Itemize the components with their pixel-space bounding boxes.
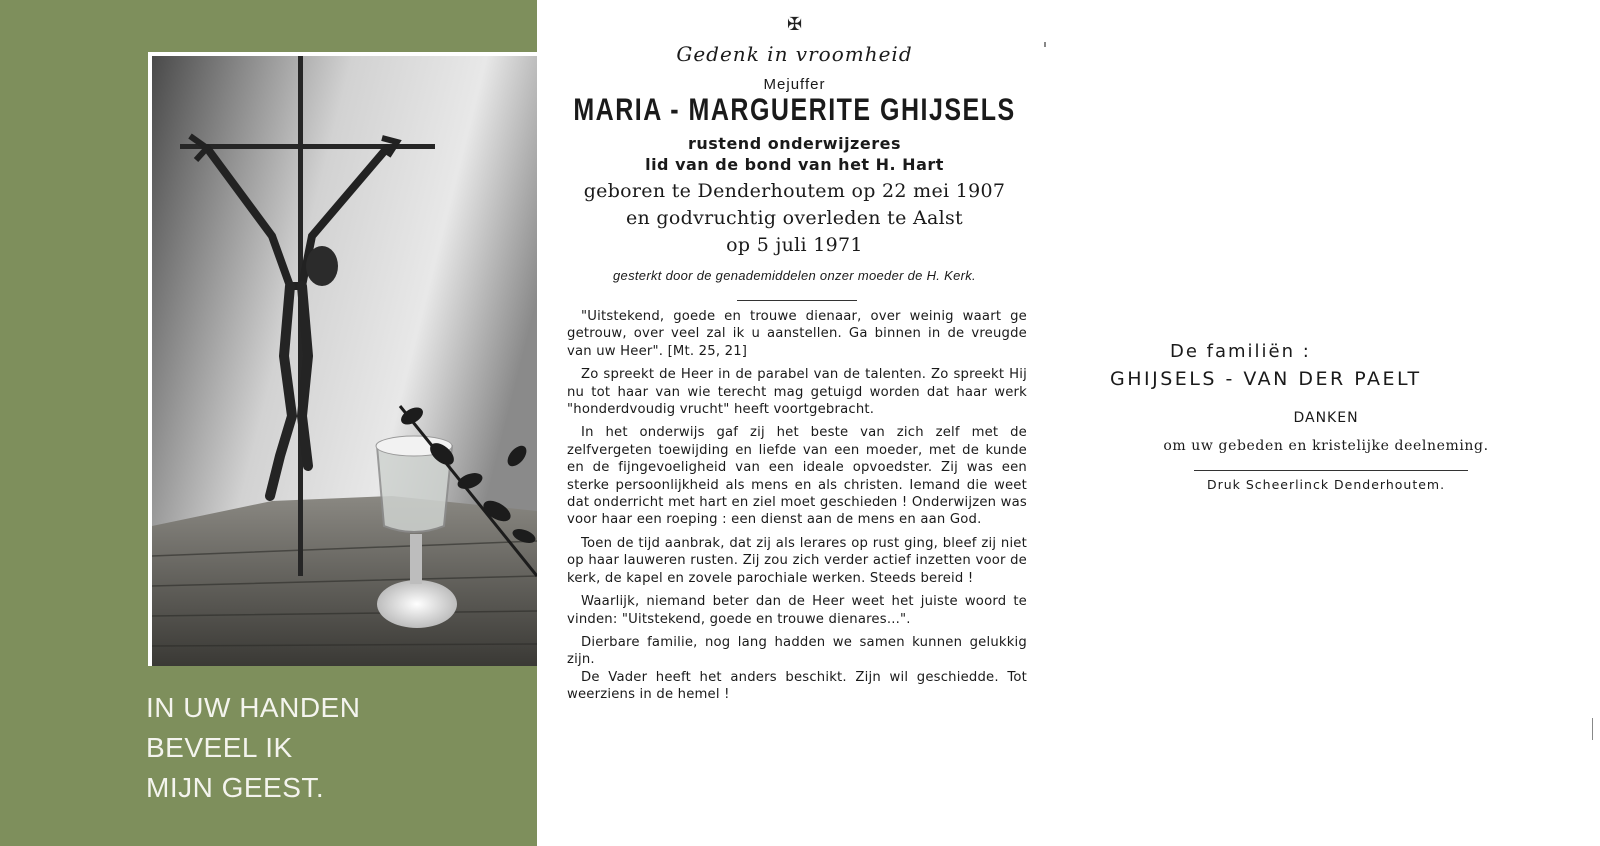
motto-line-3: MIJN GEEST. (146, 772, 325, 803)
paragraph-2: Zo spreekt de Heer in de parabel van de talenten. Zo spreekt Hij nu tot haar van wie terecht mag getuigd worden dat haar werk "honderdvoudig vrucht" heeft voortgebracht. (567, 367, 1027, 418)
cross-icon: ✠ (786, 14, 803, 35)
printer-credit: Druk Scheerlinck Denderhoutem. (1206, 477, 1446, 492)
death-line-1: en godvruchtig overleden te Aalst (626, 207, 963, 229)
honorific: Mejuffer (763, 76, 826, 93)
motto-line-1: IN UW HANDEN (146, 692, 361, 723)
cover-motto (146, 688, 360, 808)
paragraph-7: De Vader heeft het anders beschikt. Zijn wil geschiedde. Tot weerziens in de hemel ! (567, 669, 1027, 703)
deceased-name: MARIA - MARGUERITE GHIJSELS (573, 92, 1016, 128)
sacraments-line: gesterkt door de genademiddelen onzer moeder de H. Kerk. (613, 268, 976, 283)
paragraph-1: "Uitstekend, goede en trouwe dienaar, over weinig waart ge getrouw, over veel zal ik u aanstellen. Ga binnen in de vreugde van uw Heer". [Mt. 25, 21] (567, 309, 1027, 359)
prayers-line: om uw gebeden en kristelijke deelneming. (1163, 438, 1489, 454)
thanks-word: DANKEN (1293, 410, 1359, 426)
paragraph-5: Waarlijk, niemand beter dan de Heer weet het juiste woord te vinden: "Uitstekend, goede en trouwe dienares...". (567, 594, 1027, 627)
occupation: rustend onderwijzeres (688, 134, 901, 153)
thanks-panel (1052, 0, 1600, 846)
cover-panel (0, 0, 537, 846)
paragraph-4: Toen de tijd aanbrak, dat zij als lerares op rust ging, bleef zij niet op haar lauweren rusten. Zij zou zich verder actief inzetten voor de kerk, de kapel en zovele parochiale werken. Steeds bereid ! (567, 535, 1027, 586)
motto-line-2: BEVEEL IK (146, 732, 293, 763)
memorial-body (567, 308, 1027, 710)
death-line-2: op 5 juli 1971 (726, 234, 863, 256)
paragraph-3: In het onderwijs gaf zij het beste van zich zelf met de zelfvergeten toewijding en liefde van een moeder, met de kunde en de fijngevoeligheid van een ideale opvoedster. Zij was een sterke persoonlijkheid als mens en als christen. Iemand die weet dat onderricht met hart en ziel moet geschieden ! Onderwijzen was voor haar een roeping : een dienst aan de mens en aan God. (567, 425, 1027, 528)
divider (737, 300, 857, 301)
birth-line: geboren te Denderhoutem op 22 mei 1907 (583, 180, 1006, 202)
heading-script: Gedenk in vroomheid (676, 42, 913, 66)
paragraph-6: Dierbare familie, nog lang hadden we samen kunnen gelukkig zijn. (567, 634, 1027, 668)
divider (1194, 470, 1468, 471)
memorial-text-panel (537, 0, 1052, 846)
families-label: De familiën : (1170, 341, 1311, 362)
membership: lid van de bond van het H. Hart (645, 155, 944, 174)
edge-mark (1044, 42, 1046, 47)
crucifix-image (152, 56, 537, 666)
family-names: GHIJSELS - VAN DER PAELT (1110, 368, 1422, 390)
crucifix-photo (148, 52, 537, 666)
edge-mark (1592, 718, 1593, 740)
